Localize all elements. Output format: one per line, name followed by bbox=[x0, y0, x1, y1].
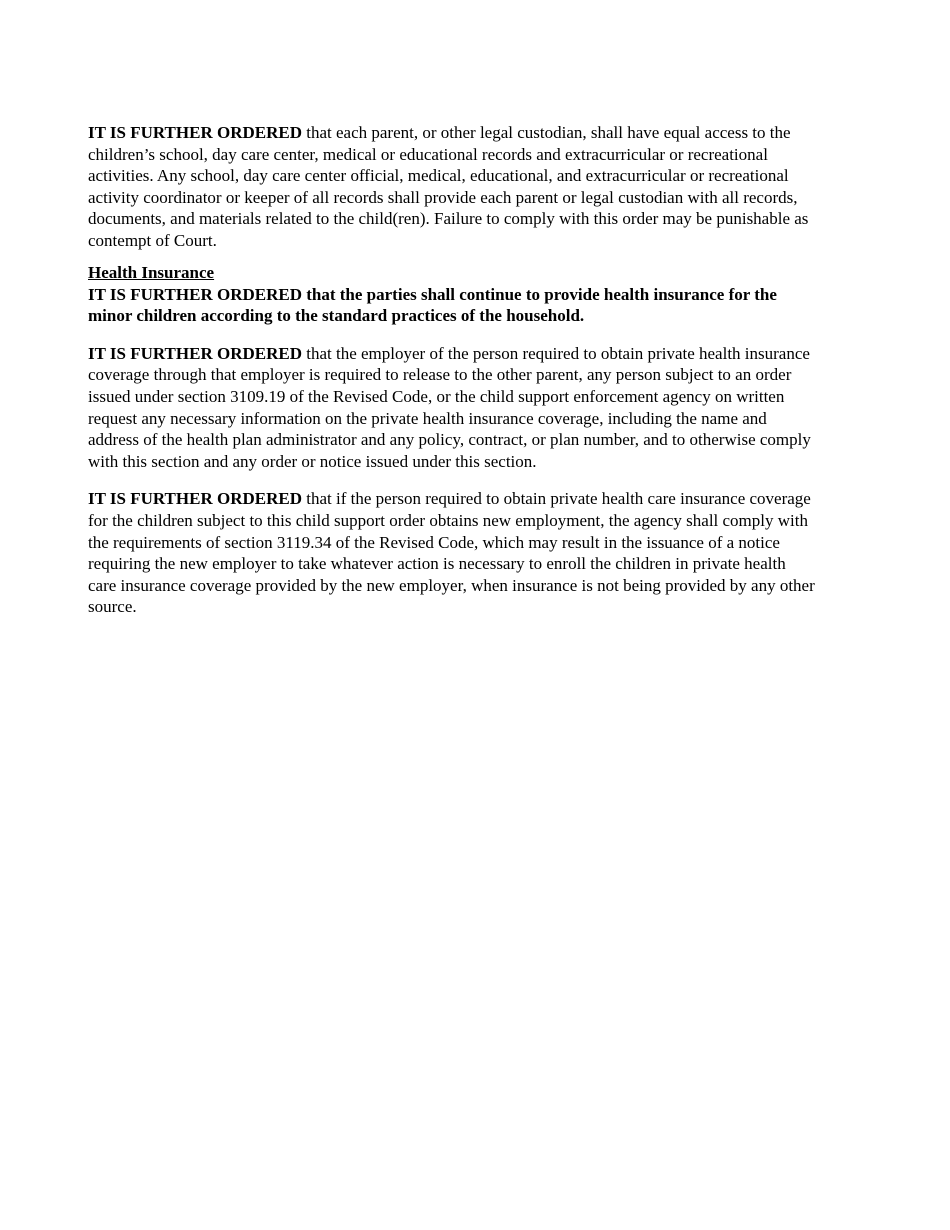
order-paragraph-new-employment bbox=[88, 488, 818, 618]
spacer bbox=[88, 472, 818, 488]
order-paragraph-employer-release bbox=[88, 343, 818, 473]
order-lead: IT IS FURTHER ORDERED bbox=[88, 489, 302, 509]
order-paragraph-health-insurance: IT IS FURTHER ORDERED that the parties shall continue to provide health insurance for the minor children according to the standard practices of the household. bbox=[88, 284, 777, 326]
order-text: that the employer of the person required to obtain private health insurance coverage through that employer is required to release to the other parent, any person subject to an order issued under section 3109.19 of the Revised Code, or the child support enforcement agency on written request any necessary information on the private health insurance coverage, including the name and address of the health plan administrator and any policy, contract, or plan number, and to otherwise comply with this section and any order or notice issued under this section. bbox=[88, 343, 811, 471]
order-text: that if the person required to obtain private health care insurance coverage for the children subject to this child support order obtains new employment, the agency shall comply with the requirements of section 3119.34 of the Revised Code, which may result in the issuance of a notice requiring the new employer to take whatever action is necessary to enroll the children in private health care insurance coverage provided by the new employer, when insurance is not being provided by any other source. bbox=[88, 489, 815, 617]
section-heading-health-insurance: Health Insurance bbox=[88, 263, 215, 283]
spacer bbox=[88, 252, 818, 263]
order-text: that each parent, or other legal custodian, shall have equal access to the children’s school, day care center, medical or educational records and extracurricular or recreational activities. Any school, day care center official, medical, educational, and extracurricular or recreational activity coordinator or keeper of all records shall provide each parent or legal custodian with all records, documents, and materials related to the child(ren). Failure to comply with this order may be punishable as contempt of Court. bbox=[88, 123, 809, 250]
order-paragraph-records-access bbox=[88, 122, 818, 252]
order-lead: IT IS FURTHER ORDERED bbox=[88, 123, 302, 142]
document-page bbox=[88, 122, 818, 618]
spacer bbox=[88, 327, 818, 343]
order-lead: IT IS FURTHER ORDERED bbox=[88, 343, 302, 363]
